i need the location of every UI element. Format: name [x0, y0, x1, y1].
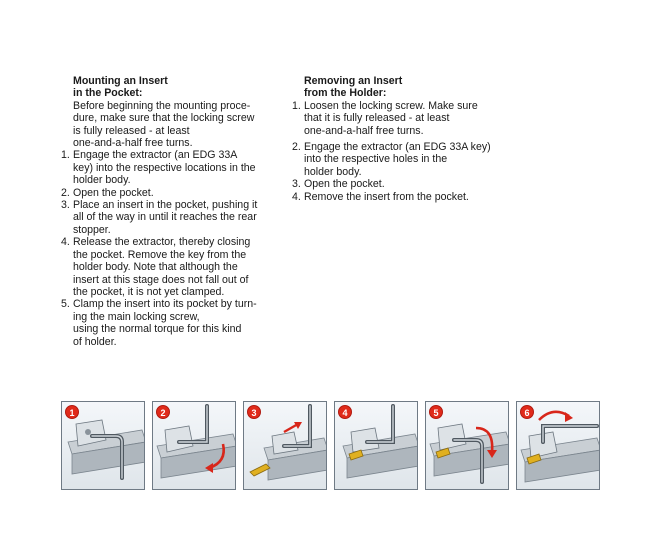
removing-steps — [292, 100, 512, 203]
figure-panel-1 — [61, 401, 145, 490]
figure-panel-5 — [425, 401, 509, 490]
intro-line: Before beginning the mounting proce- — [73, 99, 251, 112]
step-line: Engage the extractor (an EDG 33A — [73, 149, 238, 162]
step-line: holder body. Note that although the — [73, 261, 238, 274]
step-text — [73, 199, 276, 236]
figure-strip — [61, 401, 600, 490]
step-line: into the respective holes in the — [304, 153, 448, 166]
removing-heading-line2: from the Holder: — [304, 87, 387, 100]
step-text — [73, 298, 276, 348]
mounting-heading-line2: in the Pocket: — [73, 87, 143, 100]
step-line: that it is fully released - at least — [304, 112, 450, 125]
removing-step — [292, 100, 512, 137]
intro-line: dure, make sure that the locking screw — [73, 112, 255, 125]
step-badge: 3 — [247, 405, 261, 419]
mounting-heading — [61, 75, 276, 100]
step-number: 5. — [61, 298, 70, 311]
step-badge: 2 — [156, 405, 170, 419]
step-number: 3. — [61, 199, 70, 212]
step-line: Clamp the insert into its pocket by turn- — [73, 298, 257, 311]
step-badge: 5 — [429, 405, 443, 419]
step-number: 1. — [292, 99, 301, 112]
mounting-heading-line1: Mounting an Insert — [73, 75, 168, 87]
figure-panel-2 — [152, 401, 236, 490]
mounting-step — [61, 298, 276, 348]
step-line: holder body. — [73, 174, 131, 187]
step-badge: 4 — [338, 405, 352, 419]
removing-heading — [292, 75, 512, 100]
figure-panel-6 — [516, 401, 600, 490]
step-line: Release the extractor, thereby closing — [73, 236, 251, 249]
mounting-step — [61, 236, 276, 298]
step-number: 4. — [292, 190, 301, 203]
mounting-steps — [61, 149, 276, 348]
step-line: Place an insert in the pocket, pushing it — [73, 199, 258, 212]
step-text — [304, 141, 512, 178]
step-line: Remove the insert from the pocket. — [304, 190, 469, 203]
step-text — [304, 191, 512, 203]
step-line: one-and-a-half free turns. — [304, 124, 424, 137]
step-line: all of the way in until it reaches the rear — [73, 211, 257, 224]
step-text — [304, 178, 512, 190]
step-number: 4. — [61, 236, 70, 249]
step-text — [73, 236, 276, 298]
step-number: 3. — [292, 178, 301, 191]
figure-panel-3 — [243, 401, 327, 490]
step-line: key) into the respective locations in the — [73, 161, 256, 174]
step-line: Engage the extractor (an EDG 33A key) — [304, 141, 491, 154]
step-number: 2. — [292, 141, 301, 154]
step-line: insert at this stage does not fall out of — [73, 273, 249, 286]
step-line: ing the main locking screw, — [73, 310, 200, 323]
step-line: Open the pocket. — [73, 186, 154, 199]
step-line: Open the pocket. — [304, 178, 385, 191]
removing-heading-line1: Removing an Insert — [304, 75, 403, 87]
removing-step — [292, 191, 512, 203]
mounting-section — [61, 75, 276, 348]
step-line: using the normal torque for this kind — [73, 323, 242, 336]
mounting-step — [61, 149, 276, 186]
figure-panel-4 — [334, 401, 418, 490]
intro-line: one-and-a-half free turns. — [73, 137, 193, 150]
step-line: of holder. — [73, 335, 117, 348]
mounting-intro — [61, 100, 276, 150]
step-text — [304, 100, 512, 137]
step-badge: 6 — [520, 405, 534, 419]
step-line: the pocket. Remove the key from the — [73, 248, 247, 261]
step-number: 1. — [61, 149, 70, 162]
step-number: 2. — [61, 186, 70, 199]
step-text — [73, 149, 276, 186]
step-line: stopper. — [73, 223, 111, 236]
step-text — [73, 187, 276, 199]
mounting-step — [61, 187, 276, 199]
intro-line: is fully released - at least — [73, 124, 190, 137]
insert-icon — [250, 464, 270, 476]
removing-section — [292, 75, 512, 203]
step-line: the pocket, it is not yet clamped. — [73, 285, 225, 298]
step-line: Loosen the locking screw. Make sure — [304, 99, 478, 112]
removing-step — [292, 141, 512, 178]
removing-step — [292, 178, 512, 190]
step-line: holder body. — [304, 165, 362, 178]
step-badge: 1 — [65, 405, 79, 419]
mounting-step — [61, 199, 276, 236]
